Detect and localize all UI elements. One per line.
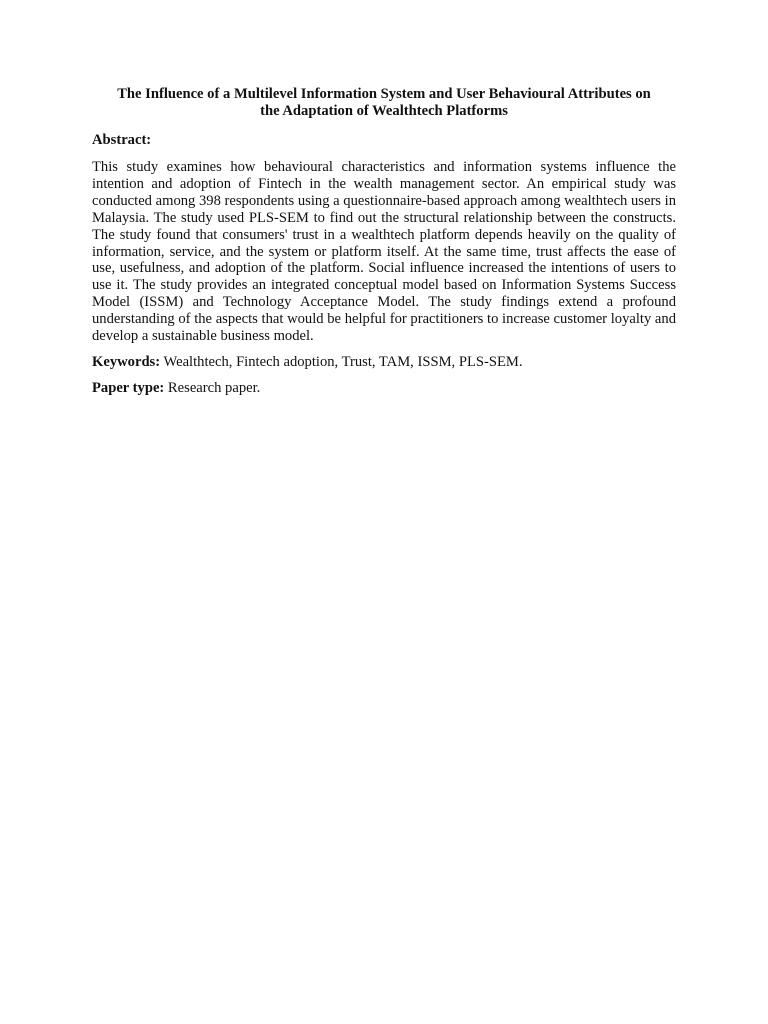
paper-title-line-2: the Adaptation of Wealthtech Platforms	[260, 103, 508, 119]
paper-type-line	[92, 380, 676, 397]
keywords-value: Wealthtech, Fintech adoption, Trust, TAM, ISSM, PLS-SEM.	[160, 353, 523, 370]
keywords-line	[92, 354, 676, 371]
paper-title-line-1: The Influence of a Multilevel Information System and User Behavioural Attributes on	[117, 86, 651, 102]
paper-type-value: Research paper.	[164, 379, 261, 396]
keywords-label: Keywords:	[92, 353, 161, 370]
paper-page	[92, 86, 676, 397]
paper-type-label: Paper type:	[92, 379, 165, 396]
paper-title	[92, 86, 676, 120]
abstract-text: This study examines how behavioural characteristics and information systems influence the intention and adoption of Fintech in the wealth management sector. An empirical study was conducted among 398 respondents using a questionnaire-based approach among wealthtech users in Malaysia. The study used PLS-SEM to find out the structural relationship between the constructs. The study found that consumers' trust in a wealthtech platform depends heavily on the quality of information, service, and the system or platform itself. At the same time, trust affects the ease of use, usefulness, and adoption of the platform. Social influence increased the intentions of users to use it. The study provides an integrated conceptual model based on Information Systems Success Model (ISSM) and Technology Acceptance Model. The study findings extend a profound understanding of the aspects that would be helpful for practitioners to increase customer loyalty and develop a sustainable business model.	[92, 159, 676, 345]
abstract-heading: Abstract:	[92, 132, 152, 148]
